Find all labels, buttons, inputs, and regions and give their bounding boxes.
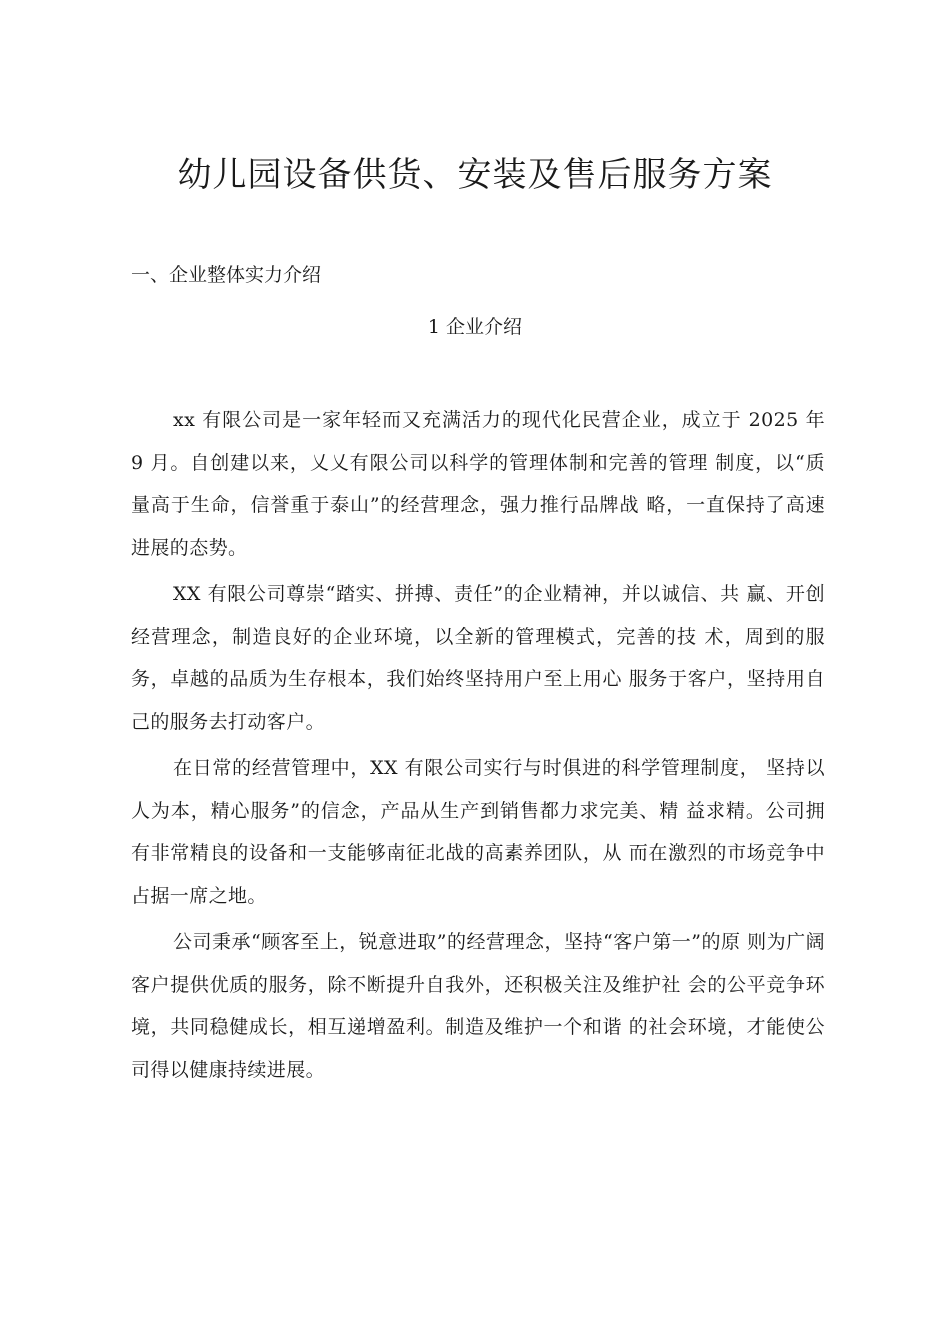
paragraph: xx 有限公司是一家年轻而又充满活力的现代化民营企业，成立于 2025 年 9 月。自创建以来，乂乂有限公司以科学的管理体制和完善的管理 制度，以“质量高于生命，信誉重于泰山”的经营理念，强力推行品牌战 略，一直保持了高速进展的态势。: [131, 409, 825, 559]
sub-heading: 1 企业介绍: [427, 316, 523, 338]
body-text: [131, 399, 825, 1095]
section-heading: 一、企业整体实力介绍: [131, 264, 322, 286]
paragraph: 在日常的经营管理中，XX 有限公司实行与时俱进的科学管理制度， 坚持以人为本，精心服务”的信念，产品从生产到销售都力求完美、精 益求精。公司拥有非常精良的设备和一支能够南征北战的高素养团队，从 而在激烈的市场竞争中占据一席之地。: [131, 757, 825, 907]
paragraph: 公司秉承“顾客至上，锐意进取”的经营理念，坚持“客户第一”的原 则为广阔客户提供优质的服务，除不断提升自我外，还积极关注及维护社 会的公平竞争环境，共同稳健成长，相互递增盈利。制造及维护一个和谐 的社会环境，才能使公司得以健康持续进展。: [131, 931, 825, 1081]
paragraph: XX 有限公司尊崇“踏实、拼搏、责任”的企业精神，并以诚信、共 赢、开创经营理念，制造良好的企业环境，以全新的管理模式，完善的技 术，周到的服务，卓越的品质为生存根本，我们始终坚持用户至上用心 服务于客户，坚持用自己的服务去打动客户。: [131, 583, 825, 733]
document-title: 幼儿园设备供货、安装及售后服务方案: [177, 155, 773, 195]
